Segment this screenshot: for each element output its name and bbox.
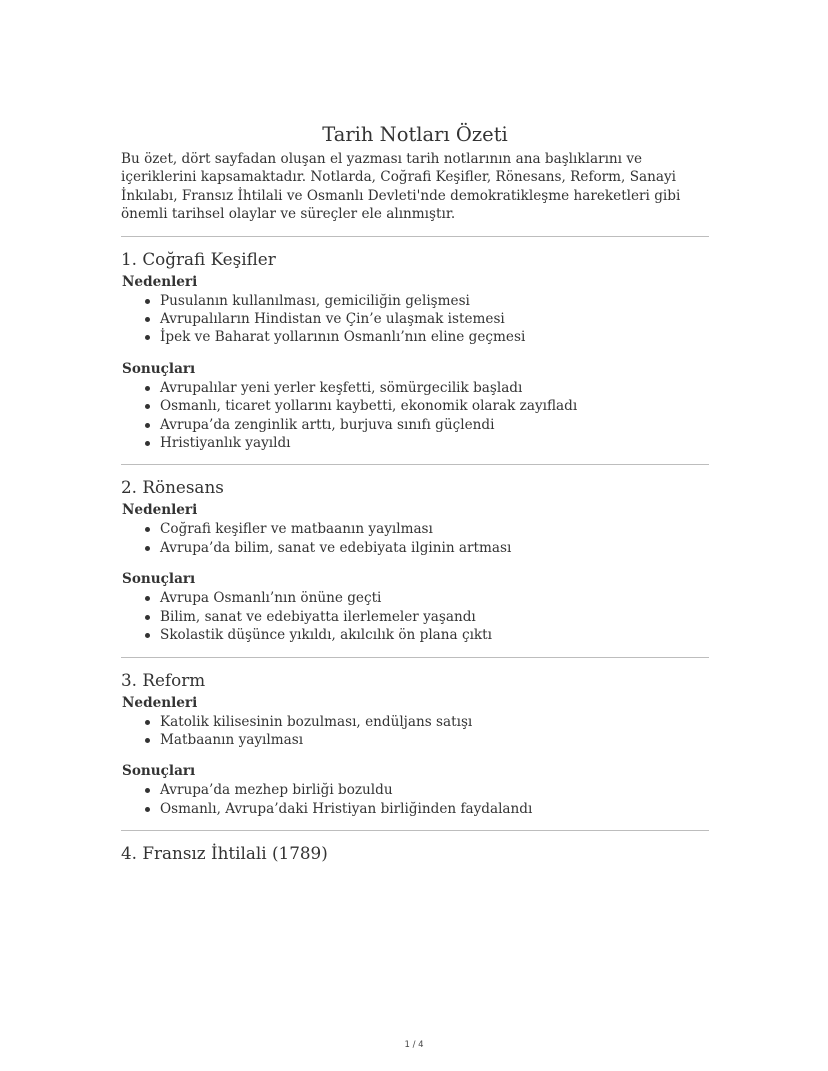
- section-cografi-kesifler: [121, 237, 709, 453]
- list-item: Avrupa’da zenginlik arttı, burjuva sınıfı güçlendi: [160, 416, 709, 434]
- causes-heading: Nedenleri: [122, 502, 198, 519]
- list-item: Avrupalıların Hindistan ve Çin’e ulaşmak istemesi: [160, 310, 709, 328]
- list-item: Katolik kilisesinin bozulması, endüljans satışı: [160, 713, 709, 731]
- section-fransiz-ihtilali: [121, 831, 709, 864]
- list-item: Avrupalılar yeni yerler keşfetti, sömürgecilik başladı: [160, 379, 709, 397]
- section-title: 4. Fransız İhtilali (1789): [121, 843, 328, 864]
- results-heading: Sonuçları: [122, 763, 196, 780]
- results-list: [121, 589, 709, 644]
- page-number: 1 / 4: [404, 1040, 424, 1050]
- causes-heading: Nedenleri: [122, 273, 198, 290]
- list-item: Pusulanın kullanılması, gemiciliğin gelişmesi: [160, 292, 709, 310]
- list-item: Osmanlı, ticaret yollarını kaybetti, ekonomik olarak zayıfladı: [160, 397, 709, 415]
- causes-heading: Nedenleri: [122, 694, 198, 711]
- section-title: 3. Reform: [121, 669, 206, 690]
- results-list: [121, 379, 709, 453]
- causes-list: [121, 713, 709, 750]
- list-item: Skolastik düşünce yıkıldı, akılcılık ön plana çıktı: [160, 626, 709, 644]
- results-heading: Sonuçları: [122, 571, 196, 588]
- section-title: 2. Rönesans: [121, 477, 224, 498]
- section-reform: [121, 658, 709, 819]
- causes-list: [121, 520, 709, 557]
- section-title: 1. Coğrafi Keşifler: [121, 248, 276, 269]
- intro-paragraph: Bu özet, dört sayfadan oluşan el yazması tarih notlarının ana başlıklarını ve içeriklerini kapsamaktadır. Notlarda, Coğrafi Keşifler, Rönesans, Reform, Sanayi İnkılabı, Fransız İhtilali ve Osmanlı Devleti'nde demokratikleşme hareketleri gibi önemli tarihsel olaylar ve süreçler ele alınmıştır.: [121, 151, 681, 223]
- list-item: Osmanlı, Avrupa’daki Hristiyan birliğinden faydalandı: [160, 800, 709, 818]
- list-item: Avrupa Osmanlı’nın önüne geçti: [160, 589, 709, 607]
- page-title: Tarih Notları Özeti: [322, 123, 508, 146]
- list-item: İpek ve Baharat yollarının Osmanlı’nın eline geçmesi: [160, 328, 709, 346]
- section-ronesans: [121, 465, 709, 644]
- document-page: [121, 122, 709, 864]
- list-item: Bilim, sanat ve edebiyatta ilerlemeler yaşandı: [160, 608, 709, 626]
- results-list: [121, 781, 709, 818]
- list-item: Coğrafi keşifler ve matbaanın yayılması: [160, 520, 709, 538]
- list-item: Avrupa’da mezhep birliği bozuldu: [160, 781, 709, 799]
- results-heading: Sonuçları: [122, 360, 196, 377]
- causes-list: [121, 292, 709, 347]
- list-item: Hristiyanlık yayıldı: [160, 434, 709, 452]
- list-item: Avrupa’da bilim, sanat ve edebiyata ilginin artması: [160, 539, 709, 557]
- list-item: Matbaanın yayılması: [160, 731, 709, 749]
